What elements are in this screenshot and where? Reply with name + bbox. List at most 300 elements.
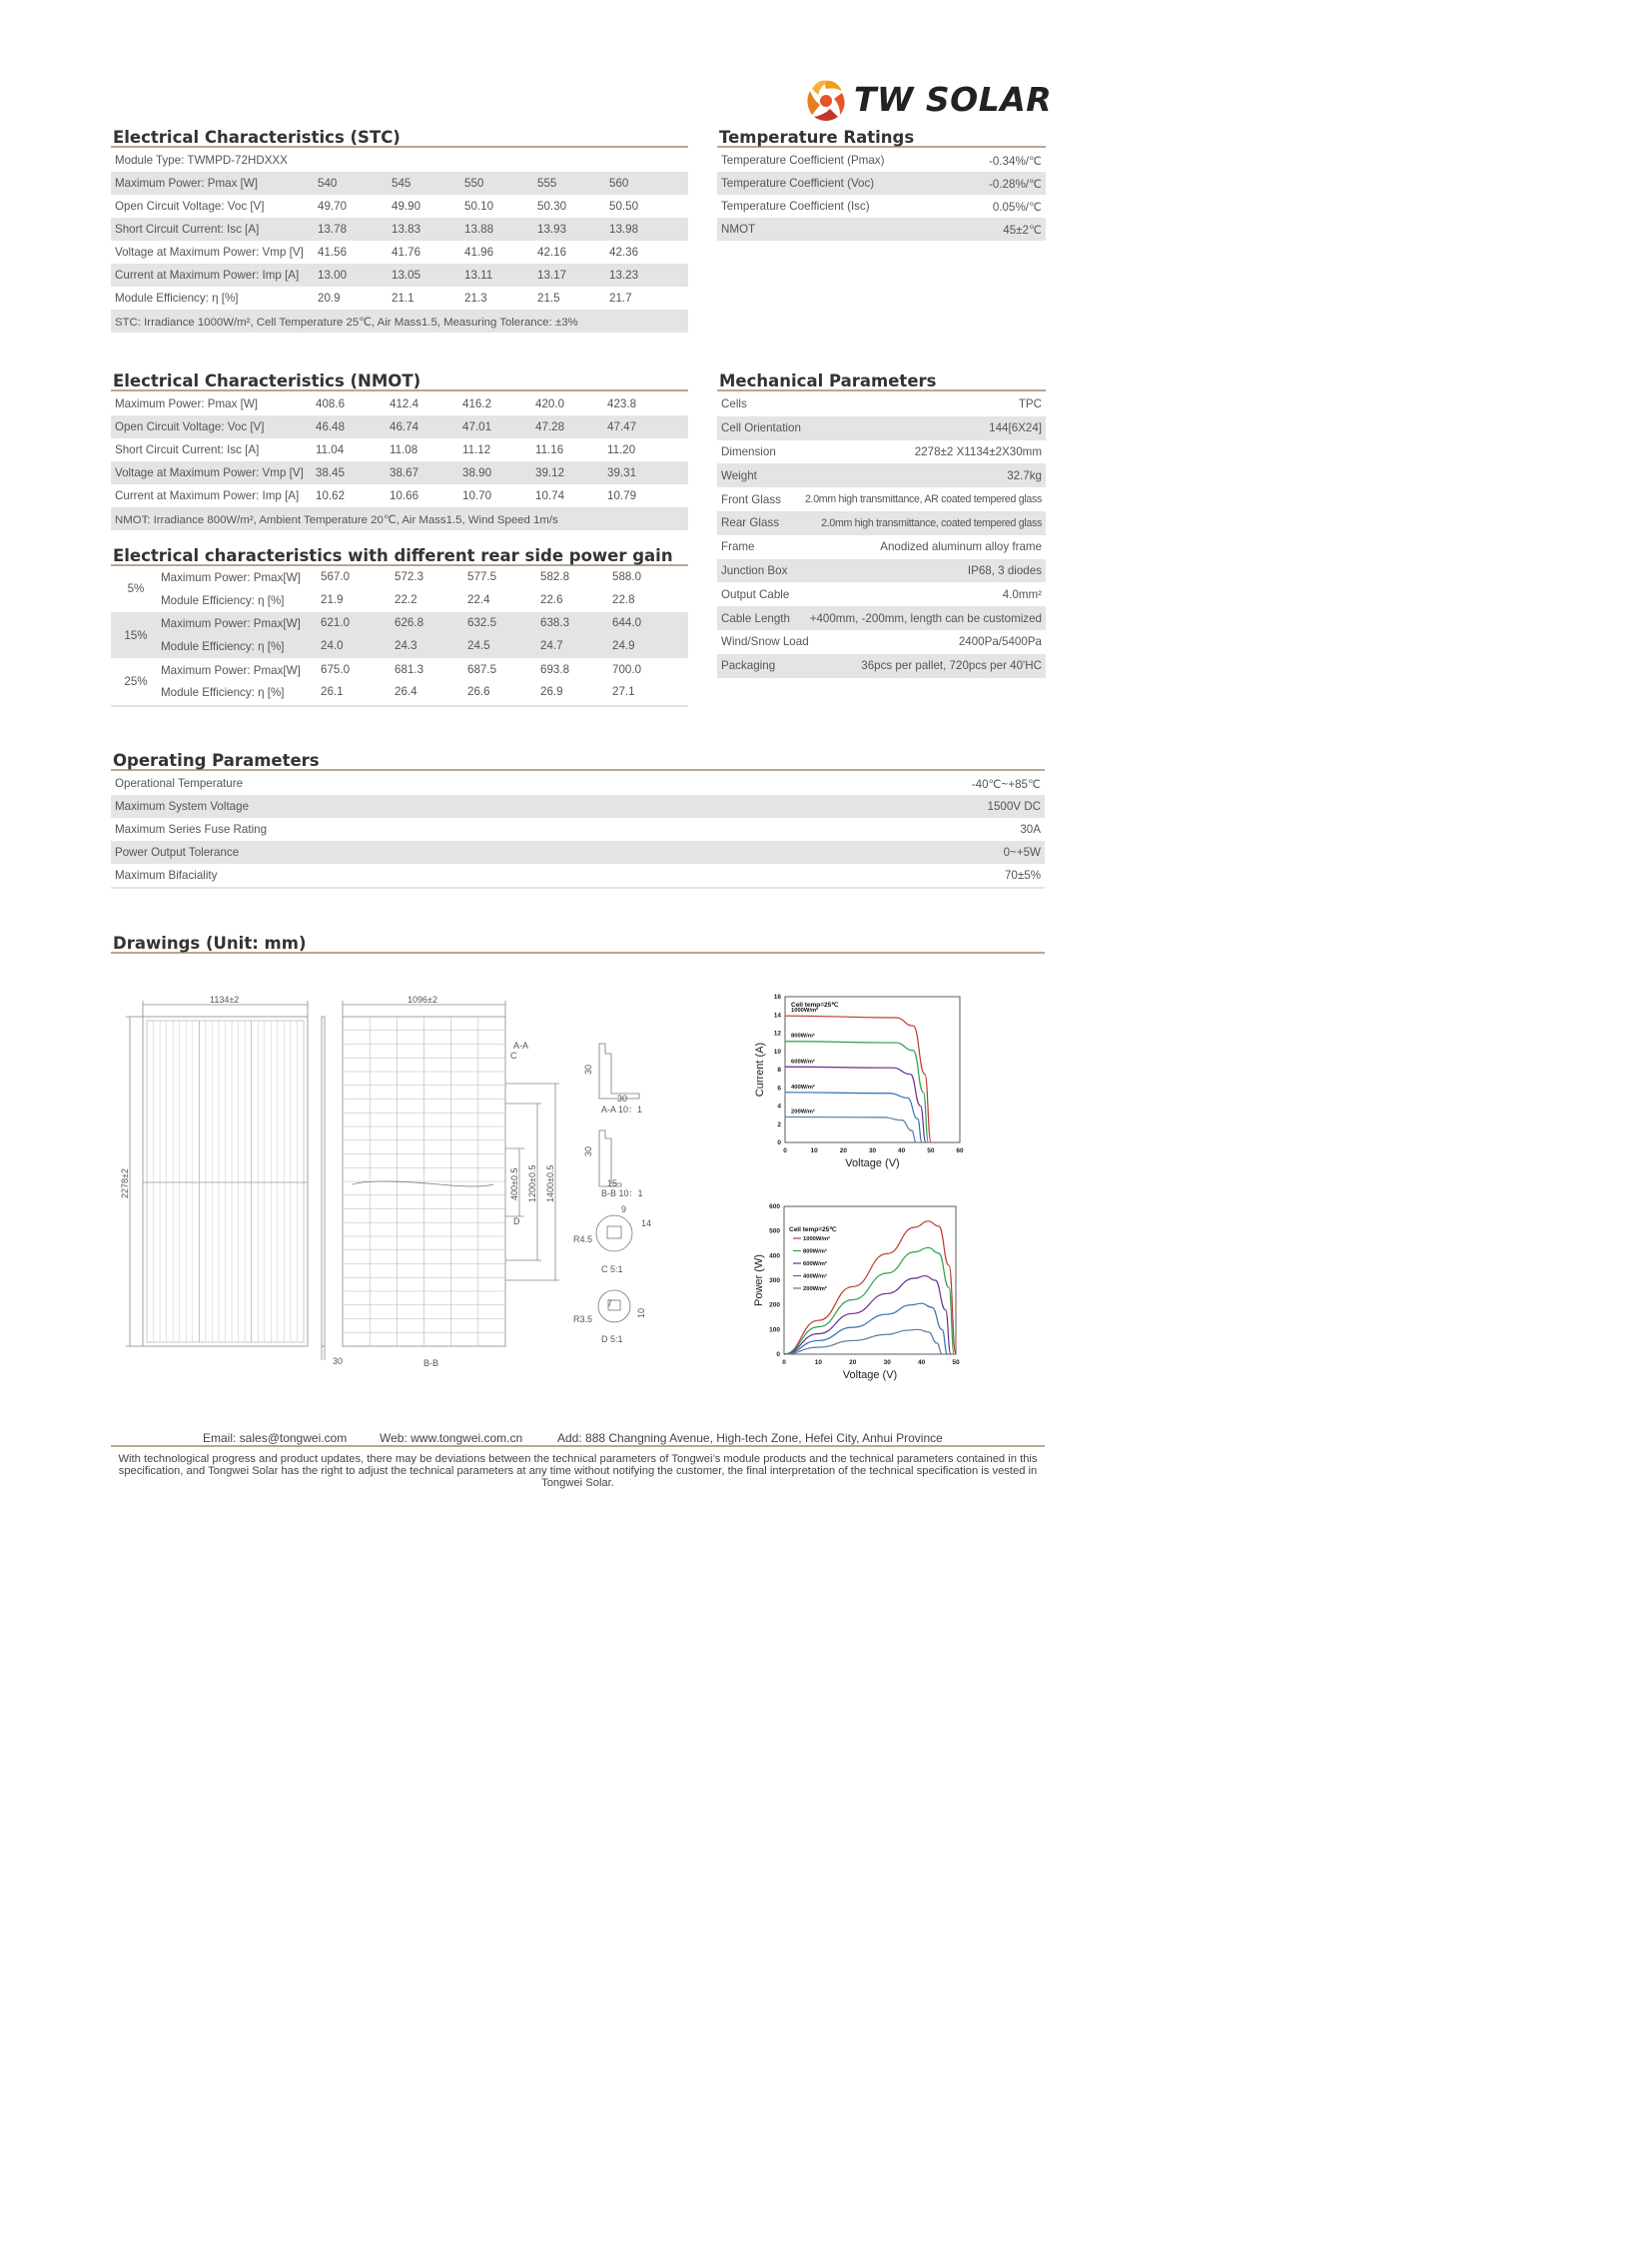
sun-logo-icon bbox=[807, 81, 844, 121]
x-tick-label: 40 bbox=[898, 1147, 906, 1154]
y-tick-label: 2 bbox=[777, 1121, 781, 1128]
bifacial-line-label: Maximum Power: Pmax[W] bbox=[161, 663, 301, 677]
mech-value: 144[6X24] bbox=[989, 421, 1042, 435]
legend-label: 400W/m² bbox=[803, 1273, 827, 1280]
operating-row bbox=[111, 864, 1045, 887]
nmot-cell: 39.31 bbox=[607, 466, 637, 479]
stc-cell: 13.17 bbox=[537, 269, 567, 282]
mech-value: TPC bbox=[1018, 397, 1042, 411]
bifacial-lines bbox=[161, 566, 688, 611]
stc-cell: 13.98 bbox=[609, 223, 639, 236]
label-c: C bbox=[510, 1051, 517, 1061]
d-label: D 5:1 bbox=[601, 1334, 623, 1344]
bifacial-cell: 24.7 bbox=[540, 639, 563, 653]
stc-cell: 49.70 bbox=[318, 200, 348, 213]
operating-row bbox=[111, 841, 1045, 864]
bifacial-cell: 22.4 bbox=[467, 592, 490, 606]
mech-label: Dimension bbox=[721, 444, 776, 458]
x-tick-label: 30 bbox=[883, 1359, 891, 1366]
aa-height: 30 bbox=[583, 1064, 593, 1075]
y-tick-label: 4 bbox=[777, 1103, 781, 1111]
temp-row bbox=[717, 195, 1046, 218]
legend-label: 800W/m² bbox=[803, 1248, 827, 1255]
mech-value: 2.0mm high transmittance, AR coated tempered glass bbox=[804, 493, 1042, 506]
mech-label: Cell Orientation bbox=[721, 421, 801, 435]
bifacial-cell: 27.1 bbox=[612, 685, 635, 699]
x-tick-label: 0 bbox=[782, 1359, 786, 1366]
mech-row bbox=[717, 559, 1046, 583]
stc-cell: 21.3 bbox=[464, 292, 487, 305]
bifacial-cell: 26.1 bbox=[321, 685, 344, 699]
bifacial-line-label: Maximum Power: Pmax[W] bbox=[161, 617, 301, 631]
nmot-cell: 10.70 bbox=[462, 489, 492, 502]
bifacial-cell: 24.0 bbox=[321, 639, 344, 653]
temp-title: Temperature Ratings bbox=[717, 127, 1046, 148]
bifacial-line bbox=[161, 612, 688, 635]
x-tick-label: 30 bbox=[868, 1147, 877, 1154]
nmot-cell: 11.16 bbox=[535, 443, 564, 456]
mech-row bbox=[717, 416, 1046, 440]
temp-label: Temperature Coefficient (Isc) bbox=[721, 200, 870, 213]
bifacial-cell: 632.5 bbox=[467, 616, 497, 630]
stc-cell: 41.96 bbox=[464, 246, 494, 259]
x-tick-label: 50 bbox=[952, 1359, 960, 1366]
stc-cell: 13.00 bbox=[318, 269, 348, 282]
nmot-section bbox=[111, 371, 688, 530]
mech-value: Anodized aluminum alloy frame bbox=[880, 540, 1042, 554]
operating-row bbox=[111, 795, 1045, 818]
nmot-note-row bbox=[111, 507, 688, 530]
stc-cell: 560 bbox=[609, 177, 629, 190]
temp-label: NMOT bbox=[721, 223, 756, 236]
nmot-cell: 46.48 bbox=[316, 420, 346, 433]
c-width: 9 bbox=[621, 1204, 627, 1214]
dim-frame: 30 bbox=[333, 1356, 344, 1366]
mech-table bbox=[717, 392, 1046, 678]
mech-value: 2.0mm high transmittance, coated tempered glass bbox=[821, 516, 1042, 529]
bifacial-line-label: Module Efficiency: η [%] bbox=[161, 686, 285, 700]
nmot-cell: 412.4 bbox=[390, 397, 419, 410]
x-tick-label: 50 bbox=[927, 1147, 935, 1154]
label-bb: B-B bbox=[423, 1358, 439, 1368]
x-tick-label: 60 bbox=[956, 1147, 964, 1154]
stc-cell: 550 bbox=[464, 177, 484, 190]
stc-module-type: Module Type: TWMPD-72HDXXX bbox=[115, 154, 288, 167]
aa-label: A-A 10：1 bbox=[601, 1105, 643, 1115]
nmot-cell: 39.12 bbox=[535, 466, 565, 479]
bifacial-cell: 22.6 bbox=[540, 592, 563, 606]
stc-cell: 50.50 bbox=[609, 200, 639, 213]
mech-label: Output Cable bbox=[721, 587, 790, 601]
series-line bbox=[785, 1067, 926, 1142]
label-aa: A-A bbox=[513, 1041, 529, 1051]
bifacial-gain: 15% bbox=[124, 628, 148, 642]
stc-row bbox=[111, 195, 688, 218]
stc-cell: 540 bbox=[318, 177, 338, 190]
x-axis-label: Voltage (V) bbox=[842, 1369, 898, 1381]
y-axis-label: Current (A) bbox=[754, 1042, 766, 1098]
operating-row bbox=[111, 772, 1045, 795]
dim-1200: 1200±0.5 bbox=[527, 1164, 537, 1202]
mech-label: Packaging bbox=[721, 659, 776, 673]
nmot-cell: 420.0 bbox=[535, 397, 565, 410]
stc-cell: 13.83 bbox=[392, 223, 421, 236]
bifacial-group bbox=[111, 659, 688, 705]
stc-cell: 42.16 bbox=[537, 246, 567, 259]
chart-title: Cell temp=25℃ bbox=[791, 1002, 839, 1009]
mech-row bbox=[717, 582, 1046, 606]
legend-label: 600W/m² bbox=[803, 1261, 827, 1267]
nmot-cell: 46.74 bbox=[390, 420, 419, 433]
module-drawings bbox=[110, 989, 669, 1373]
temp-label: Temperature Coefficient (Pmax) bbox=[721, 154, 885, 167]
bifacial-cell: 26.4 bbox=[395, 685, 417, 699]
bifacial-gain: 5% bbox=[127, 582, 145, 596]
bifacial-line-label: Module Efficiency: η [%] bbox=[161, 639, 285, 653]
chart-title: Cell temp=25℃ bbox=[789, 1226, 837, 1233]
mech-row bbox=[717, 606, 1046, 630]
series-line bbox=[784, 1303, 947, 1354]
bifacial-cell: 26.9 bbox=[540, 685, 563, 699]
operating-value: 1500V DC bbox=[987, 800, 1041, 813]
stc-cell: 49.90 bbox=[392, 200, 421, 213]
stc-cell: 13.11 bbox=[464, 269, 493, 282]
footer-divider bbox=[111, 1445, 1045, 1447]
nmot-table bbox=[111, 392, 688, 530]
bifacial-cell: 22.8 bbox=[612, 592, 635, 606]
series-label: 800W/m² bbox=[791, 1033, 815, 1040]
stc-row-label: Maximum Power: Pmax [W] bbox=[115, 177, 259, 190]
bifacial-cell: 582.8 bbox=[540, 570, 570, 583]
bifacial-cell: 22.2 bbox=[395, 592, 417, 606]
mech-value: 32.7kg bbox=[1007, 468, 1042, 482]
bifacial-cell: 572.3 bbox=[395, 570, 424, 583]
mech-value: 4.0mm² bbox=[1002, 587, 1042, 601]
temp-table bbox=[717, 149, 1046, 241]
nmot-row-label: Current at Maximum Power: Imp [A] bbox=[115, 489, 300, 502]
bifacial-cell: 675.0 bbox=[321, 662, 351, 676]
bifacial-cell: 24.5 bbox=[467, 639, 490, 653]
bifacial-line bbox=[161, 635, 688, 658]
operating-value: 30A bbox=[1020, 823, 1041, 836]
bifacial-section bbox=[111, 545, 688, 707]
x-tick-label: 10 bbox=[814, 1359, 823, 1366]
series-label: 1000W/m² bbox=[791, 1008, 819, 1015]
operating-value: -40℃~+85℃ bbox=[971, 777, 1041, 791]
y-tick-label: 600 bbox=[769, 1203, 780, 1210]
nmot-row-label: Open Circuit Voltage: Voc [V] bbox=[115, 420, 265, 433]
stc-row-label: Short Circuit Current: Isc [A] bbox=[115, 223, 260, 236]
mech-row bbox=[717, 535, 1046, 559]
side-view-frame bbox=[322, 1017, 325, 1346]
d-radius: R3.5 bbox=[573, 1314, 593, 1324]
bifacial-cell: 638.3 bbox=[540, 616, 570, 630]
nmot-row-label: Short Circuit Current: Isc [A] bbox=[115, 443, 260, 456]
d-width: 7 bbox=[607, 1298, 613, 1308]
operating-label: Power Output Tolerance bbox=[115, 846, 240, 859]
y-tick-label: 12 bbox=[773, 1030, 781, 1038]
nmot-row bbox=[111, 461, 688, 484]
y-tick-label: 200 bbox=[769, 1301, 780, 1309]
nmot-row-label: Voltage at Maximum Power: Vmp [V] bbox=[115, 466, 304, 479]
series-label: 200W/m² bbox=[791, 1109, 815, 1116]
bb-height: 30 bbox=[583, 1145, 593, 1156]
nmot-cell: 47.01 bbox=[462, 420, 492, 433]
nmot-cell: 38.45 bbox=[316, 466, 346, 479]
nmot-cell: 11.20 bbox=[607, 443, 636, 456]
nmot-cell: 11.12 bbox=[462, 443, 491, 456]
nmot-note: NMOT: Irradiance 800W/m², Ambient Temperature 20℃, Air Mass1.5, Wind Speed 1m/s bbox=[115, 513, 558, 526]
nmot-cell: 10.62 bbox=[316, 489, 346, 502]
y-tick-label: 6 bbox=[777, 1085, 781, 1093]
bifacial-cell: 687.5 bbox=[467, 662, 497, 676]
bifacial-cell: 700.0 bbox=[612, 662, 642, 676]
stc-cell: 41.56 bbox=[318, 246, 348, 259]
mech-label: Wind/Snow Load bbox=[721, 635, 809, 649]
footer-email: Email: sales@tongwei.com bbox=[203, 1431, 348, 1445]
x-tick-label: 0 bbox=[783, 1147, 787, 1154]
bifacial-cell: 693.8 bbox=[540, 662, 570, 676]
nmot-cell: 416.2 bbox=[462, 397, 492, 410]
iv-curve-chart bbox=[739, 989, 969, 1178]
legend-label: 200W/m² bbox=[803, 1286, 827, 1292]
bifacial-cell: 24.9 bbox=[612, 639, 635, 653]
operating-title: Operating Parameters bbox=[111, 750, 1045, 771]
stc-row-label: Module Efficiency: η [%] bbox=[115, 292, 239, 305]
footer-address: Add: 888 Changning Avenue, High-tech Zone, Hefei City, Anhui Province bbox=[557, 1431, 943, 1445]
dim-inner-width: 1096±2 bbox=[408, 995, 437, 1005]
aa-width: 30 bbox=[617, 1094, 628, 1104]
stc-cell: 13.88 bbox=[464, 223, 494, 236]
operating-value: 70±5% bbox=[1004, 869, 1041, 882]
stc-row bbox=[111, 172, 688, 195]
dim-width: 1134±2 bbox=[210, 995, 240, 1005]
bb-label: B-B 10：1 bbox=[601, 1188, 643, 1198]
temp-value: -0.34%/℃ bbox=[989, 154, 1042, 168]
stc-cell: 13.05 bbox=[392, 269, 421, 282]
drawings-section bbox=[111, 933, 1045, 954]
mech-value: IP68, 3 diodes bbox=[967, 563, 1042, 577]
stc-module-type-row bbox=[111, 149, 688, 172]
mech-row bbox=[717, 487, 1046, 511]
pv-curve-chart bbox=[739, 1198, 969, 1393]
nmot-cell: 11.04 bbox=[316, 443, 345, 456]
stc-cell: 21.7 bbox=[609, 292, 632, 305]
bifacial-cell: 621.0 bbox=[321, 616, 351, 630]
nmot-row-label: Maximum Power: Pmax [W] bbox=[115, 397, 259, 410]
stc-cell: 21.1 bbox=[392, 292, 414, 305]
x-axis-label: Voltage (V) bbox=[845, 1157, 900, 1169]
mech-section bbox=[717, 371, 1046, 678]
footer-web: Web: www.tongwei.com.cn bbox=[380, 1431, 523, 1445]
nmot-cell: 10.74 bbox=[535, 489, 565, 502]
drawings-title: Drawings (Unit: mm) bbox=[111, 933, 1045, 954]
nmot-cell: 11.08 bbox=[390, 443, 418, 456]
c-label: C 5:1 bbox=[601, 1264, 623, 1274]
stc-row-label: Open Circuit Voltage: Voc [V] bbox=[115, 200, 265, 213]
bifacial-cell: 681.3 bbox=[395, 662, 424, 676]
d-height: 10 bbox=[636, 1307, 646, 1318]
bifacial-line bbox=[161, 681, 688, 704]
operating-value: 0~+5W bbox=[1003, 846, 1041, 859]
nmot-cell: 10.79 bbox=[607, 489, 637, 502]
legend-label: 1000W/m² bbox=[803, 1236, 831, 1242]
bifacial-table bbox=[111, 566, 688, 707]
bifacial-line-label: Maximum Power: Pmax[W] bbox=[161, 570, 301, 584]
stc-row bbox=[111, 264, 688, 287]
nmot-title: Electrical Characteristics (NMOT) bbox=[111, 371, 688, 391]
mech-label: Junction Box bbox=[721, 563, 788, 577]
mech-row bbox=[717, 392, 1046, 416]
mech-value: 2278±2 X1134±2X30mm bbox=[914, 444, 1042, 458]
y-tick-label: 14 bbox=[773, 1012, 781, 1020]
stc-cell: 21.5 bbox=[537, 292, 560, 305]
dim-1400: 1400±0.5 bbox=[545, 1164, 555, 1202]
stc-row bbox=[111, 287, 688, 310]
bifacial-cell: 21.9 bbox=[321, 592, 344, 606]
mech-row bbox=[717, 440, 1046, 464]
dim-height: 2278±2 bbox=[120, 1168, 130, 1198]
temp-row bbox=[717, 149, 1046, 172]
stc-cell: 545 bbox=[392, 177, 412, 190]
mech-value: +400mm, -200mm, length can be customized bbox=[809, 611, 1042, 625]
stc-cell: 13.78 bbox=[318, 223, 348, 236]
y-tick-label: 500 bbox=[769, 1227, 780, 1235]
x-tick-label: 20 bbox=[839, 1147, 847, 1154]
footer-disclaimer: With technological progress and product updates, there may be deviations between the technical parameters of Tongwei’s module products and the technical parameters contained in this specification, and Tongwei Solar has the right to adjust the technical parameters at any time without notifying the customer, the final interpretation of the technical specification is vested in Tongwei Solar. bbox=[118, 1453, 1038, 1489]
operating-label: Maximum Series Fuse Rating bbox=[115, 823, 268, 836]
stc-cell: 13.23 bbox=[609, 269, 639, 282]
nmot-row bbox=[111, 438, 688, 461]
stc-row-label: Current at Maximum Power: Imp [A] bbox=[115, 269, 300, 282]
bifacial-title: Electrical characteristics with different rear side power gain bbox=[111, 545, 688, 566]
x-tick-label: 20 bbox=[849, 1359, 857, 1366]
mech-title: Mechanical Parameters bbox=[717, 371, 1046, 391]
stc-note: STC: Irradiance 1000W/m², Cell Temperature 25℃, Air Mass1.5, Measuring Tolerance: ±3% bbox=[115, 316, 578, 329]
stc-section bbox=[111, 127, 688, 333]
bifacial-lines bbox=[161, 659, 688, 704]
stc-row-label: Voltage at Maximum Power: Vmp [V] bbox=[115, 246, 304, 259]
temp-value: 0.05%/℃ bbox=[992, 200, 1042, 214]
nmot-cell: 10.66 bbox=[390, 489, 419, 502]
temp-row bbox=[717, 172, 1046, 195]
stc-table bbox=[111, 149, 688, 333]
mech-row bbox=[717, 630, 1046, 654]
nmot-cell: 38.90 bbox=[462, 466, 492, 479]
x-tick-label: 40 bbox=[917, 1359, 926, 1366]
mech-label: Weight bbox=[721, 468, 757, 482]
mech-row bbox=[717, 463, 1046, 487]
nmot-row bbox=[111, 484, 688, 507]
stc-row bbox=[111, 218, 688, 241]
series-line bbox=[784, 1329, 942, 1354]
y-tick-label: 16 bbox=[773, 994, 781, 1001]
nmot-row bbox=[111, 415, 688, 438]
bifacial-group bbox=[111, 612, 688, 658]
stc-cell: 41.76 bbox=[392, 246, 421, 259]
mech-label: Frame bbox=[721, 540, 755, 554]
mech-value: 2400Pa/5400Pa bbox=[958, 635, 1042, 649]
bifacial-cell: 26.6 bbox=[467, 685, 490, 699]
c-radius: R4.5 bbox=[573, 1234, 593, 1244]
bifacial-cell: 588.0 bbox=[612, 570, 642, 583]
operating-row bbox=[111, 818, 1045, 841]
bifacial-line bbox=[161, 589, 688, 612]
mech-label: Cells bbox=[721, 397, 747, 411]
stc-cell: 20.9 bbox=[318, 292, 341, 305]
bifacial-cell: 24.3 bbox=[395, 639, 417, 653]
bifacial-lines bbox=[161, 612, 688, 657]
bifacial-line bbox=[161, 659, 688, 682]
nmot-cell: 47.28 bbox=[535, 420, 565, 433]
bifacial-line-label: Module Efficiency: η [%] bbox=[161, 593, 285, 607]
nmot-cell: 408.6 bbox=[316, 397, 346, 410]
stc-cell: 50.10 bbox=[464, 200, 494, 213]
nmot-cell: 423.8 bbox=[607, 397, 637, 410]
operating-table bbox=[111, 772, 1045, 889]
nmot-cell: 47.47 bbox=[607, 420, 637, 433]
stc-row bbox=[111, 241, 688, 264]
bifacial-group bbox=[111, 566, 688, 612]
bifacial-cell: 644.0 bbox=[612, 616, 642, 630]
y-tick-label: 0 bbox=[777, 1139, 781, 1146]
bifacial-cell: 567.0 bbox=[321, 570, 351, 583]
plot-area bbox=[785, 997, 960, 1142]
stc-cell: 13.93 bbox=[537, 223, 567, 236]
temp-value: 45±2℃ bbox=[1003, 223, 1042, 237]
stc-cell: 42.36 bbox=[609, 246, 639, 259]
x-tick-label: 10 bbox=[810, 1147, 818, 1154]
y-tick-label: 0 bbox=[776, 1351, 780, 1358]
y-tick-label: 10 bbox=[773, 1048, 781, 1056]
temp-section bbox=[717, 127, 1046, 241]
brand-name: TW SOLAR bbox=[854, 80, 1053, 119]
series-line bbox=[785, 1117, 916, 1142]
bb-width: 15 bbox=[607, 1178, 618, 1188]
y-tick-label: 100 bbox=[769, 1326, 780, 1334]
mech-value: 36pcs per pallet, 720pcs per 40'HC bbox=[861, 659, 1042, 673]
nmot-row bbox=[111, 392, 688, 415]
bifacial-line bbox=[161, 566, 688, 589]
series-label: 400W/m² bbox=[791, 1084, 815, 1091]
label-d: D bbox=[513, 1216, 520, 1226]
stc-note-row bbox=[111, 310, 688, 333]
stc-title: Electrical Characteristics (STC) bbox=[111, 127, 688, 148]
mech-row bbox=[717, 511, 1046, 535]
temp-row bbox=[717, 218, 1046, 241]
y-tick-label: 8 bbox=[777, 1067, 781, 1074]
bifacial-cell: 577.5 bbox=[467, 570, 497, 583]
bifacial-gain: 25% bbox=[124, 674, 148, 688]
mech-label: Cable Length bbox=[721, 611, 790, 625]
stc-cell: 50.30 bbox=[537, 200, 567, 213]
operating-label: Maximum Bifaciality bbox=[115, 869, 218, 882]
stc-cell: 555 bbox=[537, 177, 557, 190]
mech-label: Rear Glass bbox=[721, 516, 779, 530]
temp-label: Temperature Coefficient (Voc) bbox=[721, 177, 875, 190]
operating-label: Operational Temperature bbox=[115, 777, 244, 790]
operating-label: Maximum System Voltage bbox=[115, 800, 250, 813]
y-tick-label: 300 bbox=[769, 1277, 780, 1284]
dim-400: 400±0.5 bbox=[509, 1167, 519, 1200]
mech-row bbox=[717, 654, 1046, 678]
temp-value: -0.28%/℃ bbox=[989, 177, 1042, 191]
series-label: 600W/m² bbox=[791, 1059, 815, 1066]
nmot-cell: 38.67 bbox=[390, 466, 419, 479]
mech-label: Front Glass bbox=[721, 492, 781, 506]
bifacial-cell: 626.8 bbox=[395, 616, 424, 630]
y-tick-label: 400 bbox=[769, 1252, 780, 1260]
